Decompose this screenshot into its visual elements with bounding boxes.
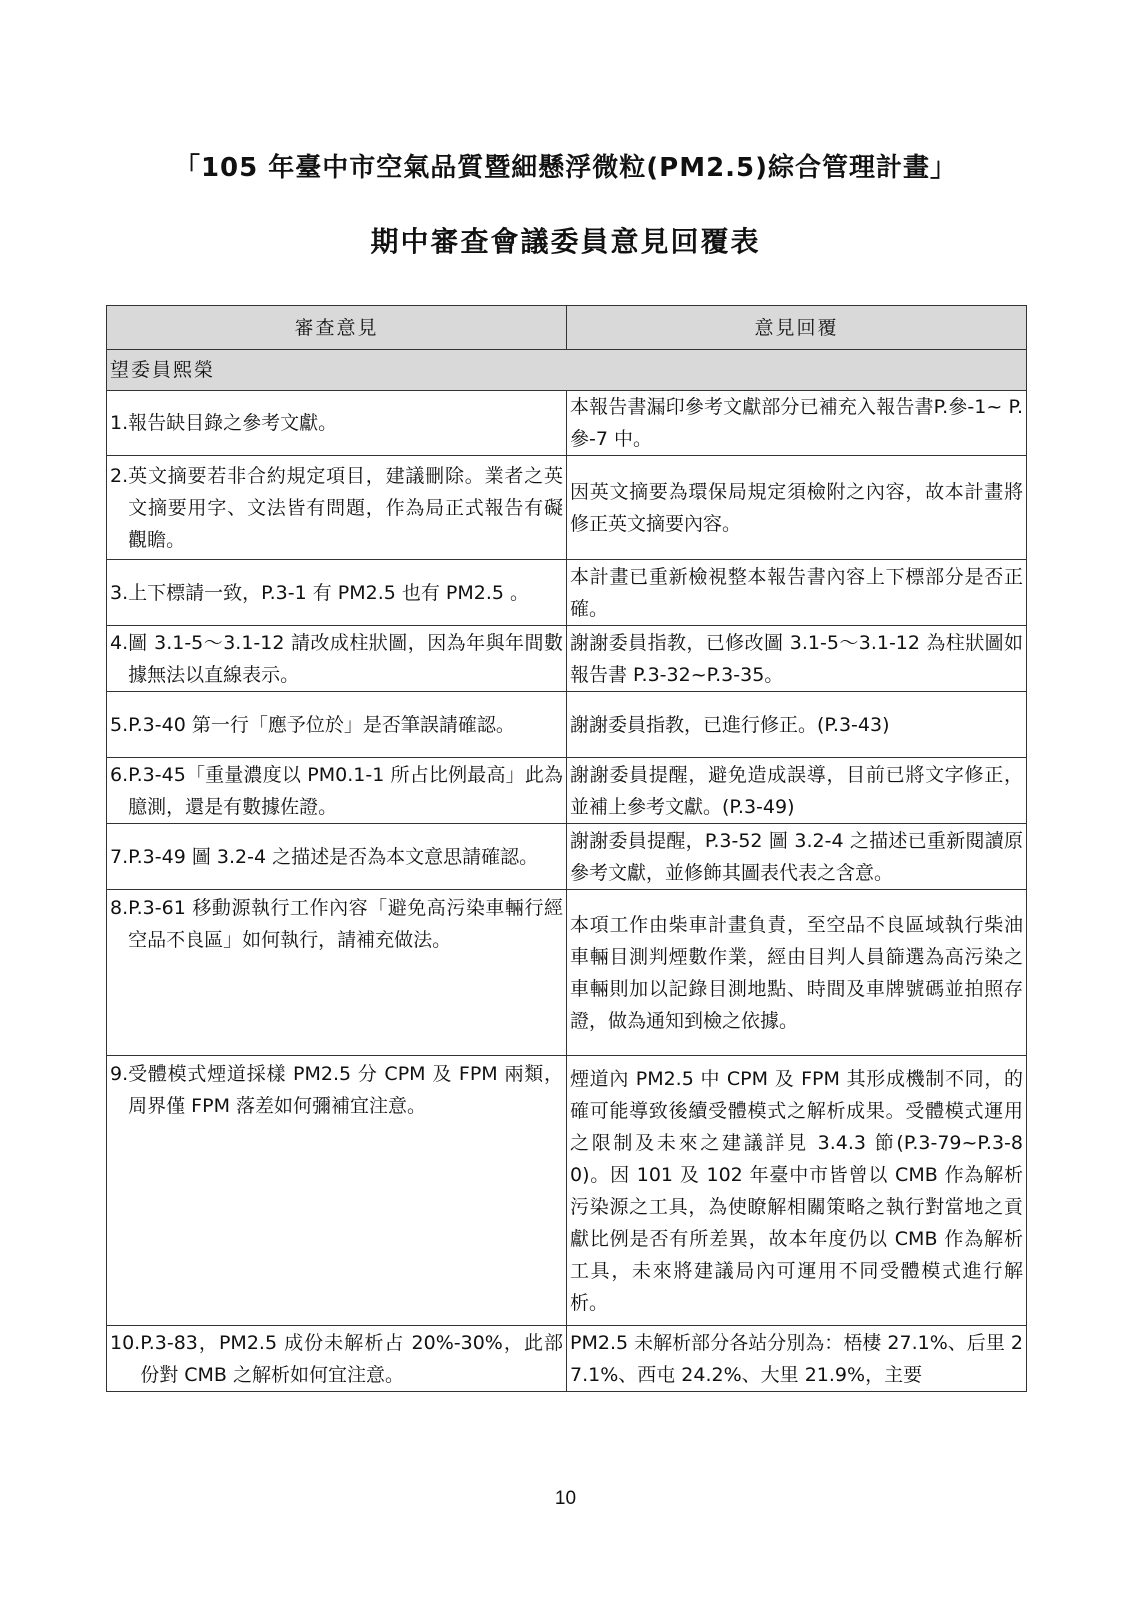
item-number: 1. bbox=[110, 412, 129, 434]
table-row bbox=[107, 890, 1027, 1056]
item-number: 4. bbox=[110, 631, 129, 654]
item-number: 2. bbox=[110, 464, 129, 487]
column-header-reply: 意見回覆 bbox=[567, 306, 1027, 350]
item-number: 3. bbox=[110, 581, 129, 604]
document-title: 「105 年臺中市空氣品質暨細懸浮微粒(PM2.5)綜合管理計畫」 bbox=[173, 153, 958, 183]
comment-text: P.3-49 圖 3.2-4 之描述是否為本文意思請確認。 bbox=[128, 845, 539, 868]
comment-cell bbox=[107, 626, 567, 692]
comment-text: 英文摘要若非合約規定項目，建議刪除。業者之英文摘要用字、文法皆有問題，作為局正式報告有礙觀瞻。 bbox=[128, 464, 563, 551]
table-row bbox=[107, 1326, 1027, 1392]
table-row bbox=[107, 824, 1027, 890]
comment-cell bbox=[107, 692, 567, 758]
comment-text: P.3-40 第一行「應予位於」是否筆誤請確認。 bbox=[128, 713, 515, 736]
reply-cell: 本報告書漏印參考文獻部分已補充入報告書P.參-1~ P.參-7 中。 bbox=[567, 391, 1027, 456]
item-number: 10. bbox=[110, 1331, 141, 1354]
section-reviewer-name: 望委員熙榮 bbox=[107, 350, 1027, 391]
table-row bbox=[107, 626, 1027, 692]
comment-text: 報告缺目錄之參考文獻。 bbox=[128, 412, 338, 434]
table-row bbox=[107, 692, 1027, 758]
reply-cell: 謝謝委員指教，已修改圖 3.1-5～3.1-12 為柱狀圖如報告書 P.3-32~P.3-35。 bbox=[567, 626, 1027, 692]
reply-cell: 本項工作由柴車計畫負責，至空品不良區域執行柴油車輛目測判煙數作業，經由目判人員篩選為高污染之車輛則加以記錄目測地點、時間及車牌號碼並拍照存證，做為通知到檢之依據。 bbox=[567, 890, 1027, 1056]
comment-cell bbox=[107, 1326, 567, 1392]
comment-cell bbox=[107, 824, 567, 890]
column-header-comment: 審查意見 bbox=[107, 306, 567, 350]
comment-cell bbox=[107, 391, 567, 456]
reply-cell: 謝謝委員提醒，P.3-52 圖 3.2-4 之描述已重新閱讀原參考文獻，並修飾其圖表代表之含意。 bbox=[567, 824, 1027, 890]
comment-cell bbox=[107, 758, 567, 824]
table-row bbox=[107, 758, 1027, 824]
comment-cell bbox=[107, 456, 567, 560]
reply-cell: PM2.5 未解析部分各站分別為：梧棲 27.1%、后里 27.1%、西屯 24.2%、大里 21.9%，主要 bbox=[567, 1326, 1027, 1392]
reply-cell: 本計畫已重新檢視整本報告書內容上下標部分是否正確。 bbox=[567, 560, 1027, 626]
table-row bbox=[107, 456, 1027, 560]
document-subtitle: 期中審查會議委員意見回覆表 bbox=[370, 225, 761, 258]
section-row bbox=[107, 350, 1027, 391]
table-header-row bbox=[107, 306, 1027, 350]
comment-text: 上下標請一致，P.3-1 有 PM2.5 也有 PM2.5 。 bbox=[128, 581, 530, 604]
item-number: 6. bbox=[110, 763, 129, 786]
comment-cell bbox=[107, 1056, 567, 1326]
comment-text: 圖 3.1-5～3.1-12 請改成柱狀圖，因為年與年間數據無法以直線表示。 bbox=[128, 631, 563, 686]
table-row bbox=[107, 560, 1027, 626]
item-number: 5. bbox=[110, 713, 129, 736]
page-number: 10 bbox=[554, 1488, 577, 1509]
comment-text: P.3-83，PM2.5 成份未解析占 20%-30%，此部份對 CMB 之解析如何宜注意。 bbox=[140, 1331, 563, 1386]
reply-cell: 謝謝委員指教，已進行修正。(P.3-43) bbox=[567, 692, 1027, 758]
reply-cell: 煙道內 PM2.5 中 CPM 及 FPM 其形成機制不同，的確可能導致後續受體模式之解析成果。受體模式運用之限制及未來之建議詳見 3.4.3 節(P.3-79~P.3-80)。因 101 及 102 年臺中市皆曾以 CMB 作為解析污染源之工具，為使瞭解相關策略之執行對當地之貢獻比例是否有所差異，故本年度仍以 CMB 作為解析工具，未來將建議局內可運用不同受體模式進行解析。 bbox=[567, 1056, 1027, 1326]
comment-text: P.3-45「重量濃度以 PM0.1-1 所占比例最高」此為臆測，還是有數據佐證。 bbox=[128, 763, 563, 818]
comment-text: P.3-61 移動源執行工作內容「避免高污染車輛行經空品不良區」如何執行，請補充做法。 bbox=[128, 897, 563, 951]
comment-cell bbox=[107, 890, 567, 1056]
item-number: 7. bbox=[110, 845, 129, 868]
item-number: 9. bbox=[110, 1063, 129, 1085]
comment-text: 受體模式煙道採樣 PM2.5 分 CPM 及 FPM 兩類，周界僅 FPM 落差如何彌補宜注意。 bbox=[128, 1063, 563, 1117]
item-number: 8. bbox=[110, 897, 129, 919]
table-row bbox=[107, 391, 1027, 456]
review-response-table bbox=[106, 305, 1027, 1392]
table-row bbox=[107, 1056, 1027, 1326]
comment-cell bbox=[107, 560, 567, 626]
reply-cell: 因英文摘要為環保局規定須檢附之內容，故本計畫將修正英文摘要內容。 bbox=[567, 456, 1027, 560]
reply-cell: 謝謝委員提醒，避免造成誤導，目前已將文字修正，並補上參考文獻。(P.3-49) bbox=[567, 758, 1027, 824]
